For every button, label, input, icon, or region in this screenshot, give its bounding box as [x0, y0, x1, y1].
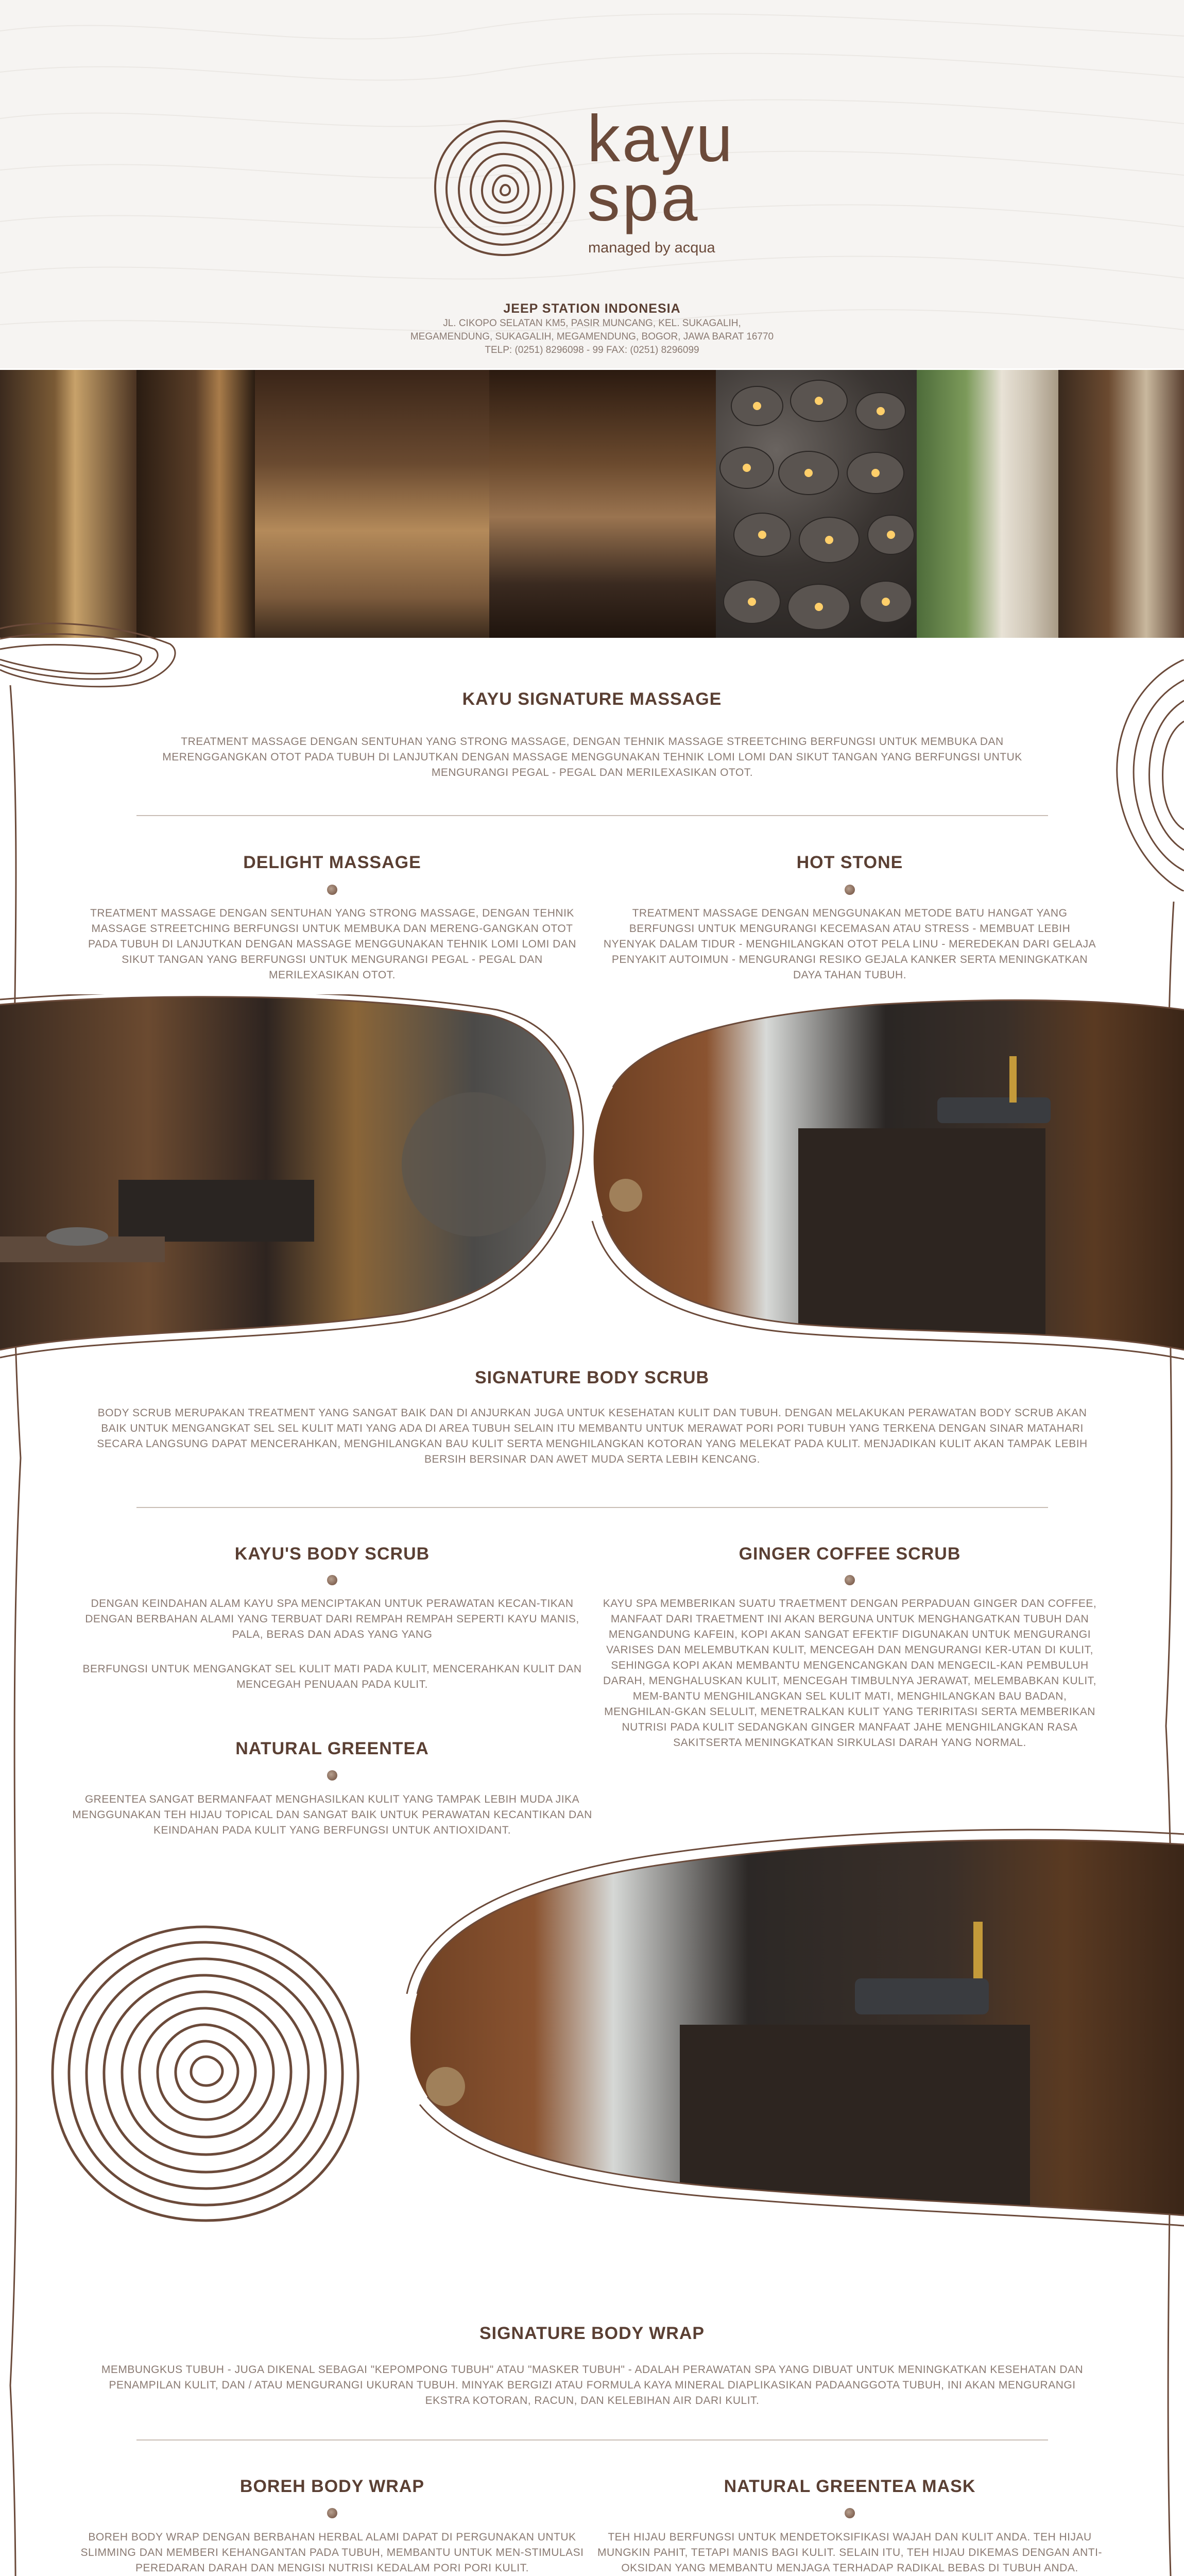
address-line-1: JL. CIKOPO SELATAN KM5, PASIR MUNCANG, KEL. SUKAGALIH,	[443, 318, 741, 329]
delight-massage-title: DELIGHT MASSAGE	[243, 853, 421, 872]
natural-greentea-mask-text: TEH HIJAU BERFUNGSI UNTUK MENDETOKSIFIKASI WAJAH DAN KULIT ANDA. TEH HIJAU MUNGKIN PAHIT, TETAPI MANIS BAGI KULIT. SELAIN ITU, TEH HIJAU DIKEMAS DENGAN ANTI-OKSIDAN YANG MEMBANTU MENJAGA TERHADAP RADIKAL BEBAS DI TUBUH ANDA.	[597, 2531, 1102, 2574]
hot-stone-dot	[845, 885, 855, 895]
wood-ring-large-icon	[46, 1922, 366, 2226]
scrub-section-title: SIGNATURE BODY SCRUB	[474, 1368, 710, 1387]
boreh-body-wrap-dot	[327, 2508, 337, 2518]
natural-greentea-mask-dot	[845, 2508, 855, 2518]
ginger-coffee-scrub-title: GINGER COFFEE SCRUB	[739, 1544, 961, 1564]
massage-section-description: TREATMENT MASSAGE DENGAN SENTUHAN YANG STRONG MASSAGE, DENGAN TEHNIK MASSAGE STREETCHING BERFUNGSI UNTUK MEMBUKA DAN MERENGGANGKAN OTOT PADA TUBUH DI LANJUTKAN DENGAN MASSAGE MENGGUNAKAN TEHNIK LOMI LOMI DAN SIKUT TANGAN YANG BERFUNGSI UNTUK MENGURANGI PEGAL - PEGAL DAN MERILEXASIKAN OTOT.	[162, 736, 1022, 778]
delight-massage-dot	[327, 885, 337, 895]
address-line-2: MEGAMENDUNG, SUKAGALIH, MEGAMENDUNG, BOGOR, JAWA BARAT 16770	[410, 331, 774, 342]
brand-tagline: managed by acqua	[588, 240, 715, 256]
hot-stones-candles	[716, 370, 917, 638]
organic-photo-band-1	[0, 994, 1184, 1365]
boreh-body-wrap-title: BOREH BODY WRAP	[239, 2477, 425, 2496]
ginger-coffee-scrub-text: KAYU SPA MEMBERIKAN SUATU TRAETMENT DENGAN PERPADUAN GINGER DAN COFFEE, MANFAAT DARI TRAETMENT INI AKAN BERGUNA UNTUK MENGHANGATKAN TUBUH DAN MENGANDUNG KAFEIN, KOPI AKAN SANGAT EFEKTIF DIGUNAKAN UNTUK MENGURANGI VARISES DAN MELEMBUTKAN KULIT, MENCEGAH DAN MENGURANGI KER-UTAN DI KULIT, SEHINGGA KOPI AKAN MEMBANTU MENGENCANGKAN DAN MENGECIL-KAN PEMBULUH DARAH, MENGHALUSKAN KULIT, MENCEGAH TIMBULNYA JERAWAT, MELEMBABKAN KULIT, MEM-BANTU MENGHILANGKAN SEL KULIT MATI, MENGHILANGKAN BAU BADAN, MENGHILAN-GKAN SELULIT, MENETRALKAN KULIT YANG TERIRITASI SERTA MEMBERIKAN NUTRISI PADA KULIT SEDANGKAN GINGER MANFAAT JAHE MENGHILANGKAN RASA SAKITSERTA MENINGKATKAN SIRKULASI DARAH YANG NORMAL.	[603, 1598, 1097, 1749]
boreh-body-wrap-text: BOREH BODY WRAP DENGAN BERBAHAN HERBAL ALAMI DAPAT DI PERGUNAKAN UNTUK SLIMMING DAN MEMBERI KEHANGANTAN PADA TUBUH, MEMBANTU UNTUK MEN-STIMULASI PEREDARAN DARAH DAN MENGISI NUTRISI KEDALAM PORI PORI KULIT.	[80, 2531, 584, 2574]
left-edge-line-decoration	[0, 685, 31, 2576]
kayus-body-scrub-text-2: BERFUNGSI UNTUK MENGANGKAT SEL KULIT MATI PADA KULIT, MENCERAHKAN KULIT DAN MENCEGAH PENUAAN PADA KULIT.	[82, 1663, 582, 1690]
brand-name-line2: spa	[587, 161, 700, 235]
kayus-body-scrub-title: KAYU'S BODY SCRUB	[234, 1544, 430, 1564]
scrub-divider	[136, 1507, 1048, 1508]
wrap-section-title: SIGNATURE BODY WRAP	[479, 2324, 705, 2343]
photo-pavilion	[255, 370, 489, 638]
organic-photo-band-2	[391, 1824, 1184, 2241]
photo-entrance	[1058, 370, 1184, 638]
location-name: JEEP STATION INDONESIA	[503, 301, 681, 316]
contact-line: TELP: (0251) 8296098 - 99 FAX: (0251) 8296099	[485, 345, 699, 355]
spa-photo-strip	[0, 370, 1184, 638]
natural-greentea-text: GREENTEA SANGAT BERMANFAAT MENGHASILKAN KULIT YANG TAMPAK LEBIH MUDA JIKA MENGGUNAKAN TEH HIJAU TOPICAL DAN SANGAT BAIK UNTUK PERAWATAN KECANTIKAN DAN KEINDAHAN PADA KULIT YANG BERFUNGSI UNTUK ANTIOXIDANT.	[72, 1793, 592, 1836]
brand-name-line1: kayu	[587, 102, 735, 176]
natural-greentea-dot	[327, 1770, 337, 1781]
photo-outdoor-shower	[917, 370, 1058, 638]
wrap-divider	[136, 2439, 1048, 2441]
wood-ring-decoration-icon	[0, 608, 185, 696]
photo-corridor	[136, 370, 255, 638]
wrap-section-description: MEMBUNGKUS TUBUH - JUGA DIKENAL SEBAGAI "KEPOMPONG TUBUH" ATAU "MASKER TUBUH" - ADALAH PERAWATAN SPA YANG DIBUAT UNTUK MENINGKATKAN KESEHATAN DAN PENAMPILAN KULIT, DAN / ATAU MENGURANGI UKURAN TUBUH. MINYAK BERGIZI ATAU FORMULA KAYA MINERAL DIAPLIKASIKAN PADAANGGOTA TUBUH, INI AKAN MENGURANGI EKSTRA KOTORAN, RACUN, DAN KELEBIHAN AIR DARI KULIT.	[101, 2364, 1084, 2406]
scrub-section-description: BODY SCRUB MERUPAKAN TREATMENT YANG SANGAT BAIK DAN DI ANJURKAN JUGA UNTUK KESEHATAN KULIT DAN TUBUH. DENGAN MELAKUKAN PERAWATAN BODY SCRUB AKAN BAIK UNTUK MENGANGKAT SEL SEL KULIT MATI YANG ADA DI AREA TUBUH SELAIN ITU MEMBANTU UNTUK MERAWAT PORI PORI TUBUH YANG TERKENA DENGAN SINAR MATAHARI SECARA LANGSUNG DAPAT MENCERAHKAN, MENGHILANGKAN BAU KULIT SERTA MENGHILANGKAN KOTORAN YANG MELEKAT PADA KULIT. MENJADIKAN KULIT AKAN TAMPAK LEBIH BERSIH BERSINAR DAN AWET MUDA SERTA LEBIH KENCANG.	[97, 1407, 1088, 1465]
kayus-body-scrub-dot	[327, 1575, 337, 1585]
hot-stone-title: HOT STONE	[796, 853, 903, 872]
photo-lobby	[0, 370, 136, 638]
photo-hot-stones	[716, 370, 917, 638]
natural-greentea-mask-title: NATURAL GREENTEA MASK	[724, 2477, 976, 2496]
massage-section-title: KAYU SIGNATURE MASSAGE	[462, 689, 722, 709]
hot-stone-text: TREATMENT MASSAGE DENGAN MENGGUNAKAN METODE BATU HANGAT YANG BERFUNGSI UNTUK MENGURANGI KECEMASAN ATAU STRESS - MEMBUAT LEBIH NYENYAK DALAM TIDUR - MENGHILANGKAN OTOT PELA LINU - MEREDEKAN DARI GELAJA PENYAKIT AUTOIMUN - MENGURANGI RESIKO GEJALA KANKER SERTA MENINGKATKAN DAYA TAHAN TUBUH.	[603, 907, 1096, 981]
photo-daybed-room	[489, 370, 716, 638]
delight-massage-text: TREATMENT MASSAGE DENGAN SENTUHAN YANG STRONG MASSAGE, DENGAN TEHNIK MASSAGE STREETCHING BERFUNGSI UNTUK MEMBUKA DAN MERENG-GANGKAN OTOT PADA TUBUH DI LANJUTKAN DENGAN MASSAGE MENGGUNAKAN TEHNIK LOMI LOMI DAN SIKUT TANGAN YANG BERFUNGSI UNTUK MENGURANGI PEGAL - PEGAL DAN MERILEXASIKAN OTOT.	[88, 907, 576, 981]
ginger-coffee-scrub-dot	[845, 1575, 855, 1585]
wood-ring-logo-icon	[430, 116, 579, 260]
natural-greentea-title: NATURAL GREENTEA	[235, 1739, 429, 1758]
massage-divider	[136, 815, 1048, 816]
kayus-body-scrub-text: DENGAN KEINDAHAN ALAM KAYU SPA MENCIPTAKAN UNTUK PERAWATAN KECAN-TIKAN DENGAN BERBAHAN ALAMI YANG TERBUAT DARI REMPAH REMPAH SEPERTI KAYU MANIS, PALA, BERAS DAN ADAS YANG YANG	[85, 1598, 579, 1640]
